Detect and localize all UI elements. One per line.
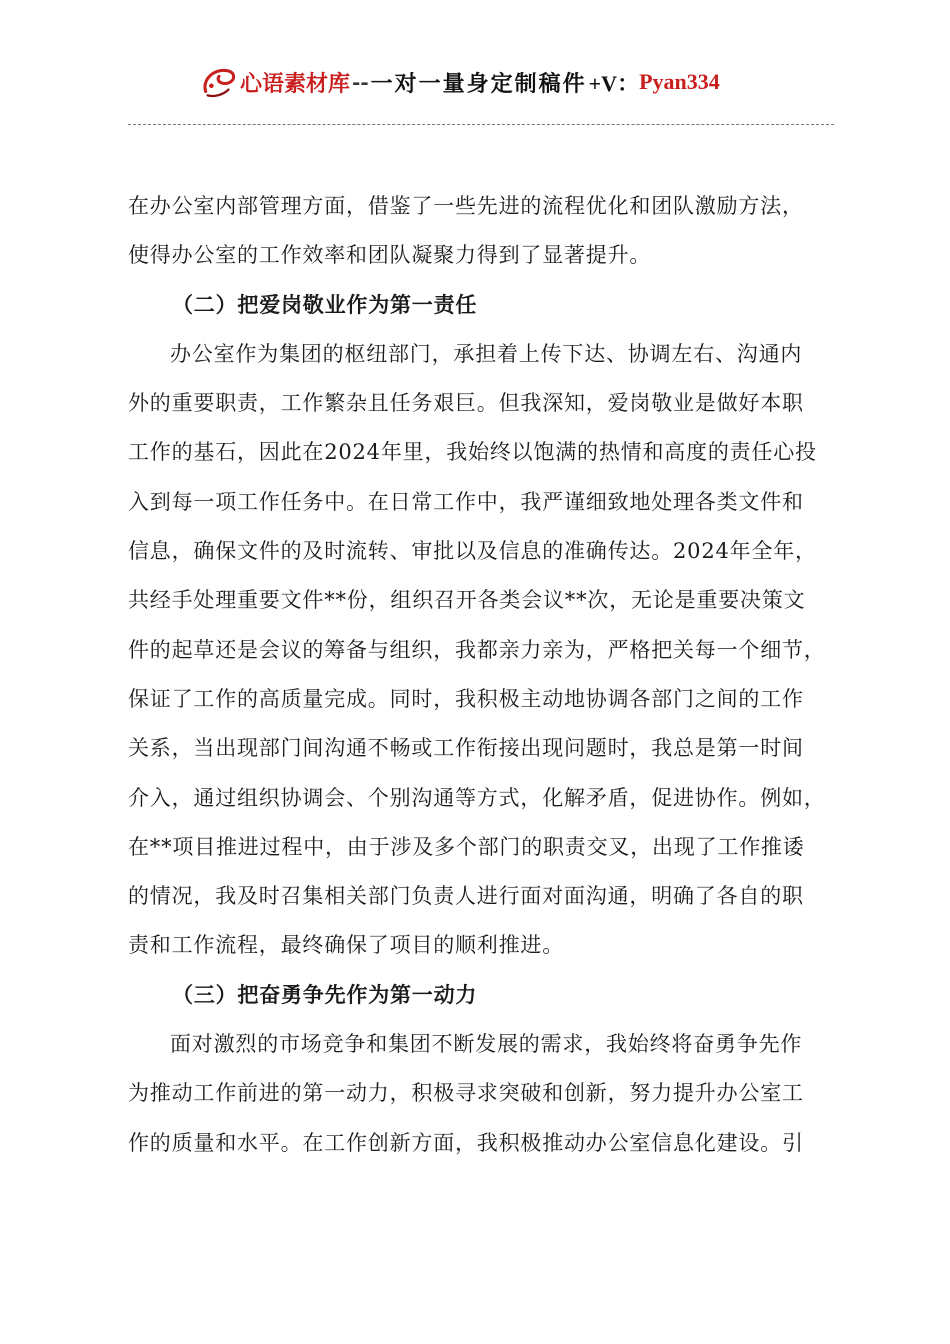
text-line: 工作的基石，因此在2024年里，我始终以饱满的热情和高度的责任心投 [128,440,817,465]
text-line: 介入，通过组织协调会、个别沟通等方式，化解矛盾，促进协作。例如， [128,785,826,810]
paragraph-3 [128,1020,824,1168]
text-line: 使得办公室的工作效率和团队凝聚力得到了显著提升。 [128,243,652,268]
text-line: 责和工作流程，最终确保了项目的顺利推进。 [128,933,564,958]
section-heading-3: （三）把奋勇争先作为第一动力 [172,982,478,1007]
text-line: 为推动工作前进的第一动力，积极寻求突破和创新，努力提升办公室工 [128,1081,804,1106]
text-line: 信息，确保文件的及时流转、审批以及信息的准确传达。2024年全年， [128,539,817,564]
swirl-logo-icon [200,63,238,101]
paragraph-2 [128,330,824,971]
paragraph-1 [128,182,824,281]
contact-prefix: +V： [588,70,640,96]
text-line: 的情况，我及时召集相关部门负责人进行面对面沟通，明确了各自的职 [128,884,804,909]
text-line: 在办公室内部管理方面，借鉴了一些先进的流程优化和团队激励方法， [128,194,804,218]
contact-id: Pyan334 [639,69,720,94]
text-line: 保证了工作的高质量完成。同时，我积极主动地协调各部门之间的工作 [128,686,804,711]
text-line: 入到每一项工作任务中。在日常工作中，我严谨细致地处理各类文件和 [128,489,804,514]
page-header [200,60,760,104]
text-line: 在**项目推进过程中，由于涉及多个部门的职责交叉，出现了工作推诿 [128,834,805,859]
text-line: 件的起草还是会议的筹备与组织，我都亲力亲为，严格把关每一个细节， [128,637,826,662]
text-line: 共经手处理重要文件**份，组织召开各类会议**次，无论是重要决策文 [128,588,806,613]
header-separator: -- [352,70,369,94]
header-tagline: 一对一量身定制稿件 [370,70,587,97]
document-body [128,182,824,1168]
brand-name: 心语素材库 [240,70,351,97]
header-divider [128,124,834,125]
text-line: 面对激烈的市场竞争和集团不断发展的需求，我始终将奋勇争先作 [170,1032,803,1057]
text-line: 关系，当出现部门间沟通不畅或工作衔接出现问题时，我总是第一时间 [128,736,804,761]
section-heading-2: （二）把爱岗敬业作为第一责任 [172,292,478,317]
text-line: 作的质量和水平。在工作创新方面，我积极推动办公室信息化建设。引 [128,1130,804,1155]
text-line: 外的重要职责，工作繁杂且任务艰巨。但我深知，爱岗敬业是做好本职 [128,391,804,416]
text-line: 办公室作为集团的枢纽部门，承担着上传下达、协调左右、沟通内 [170,341,803,366]
